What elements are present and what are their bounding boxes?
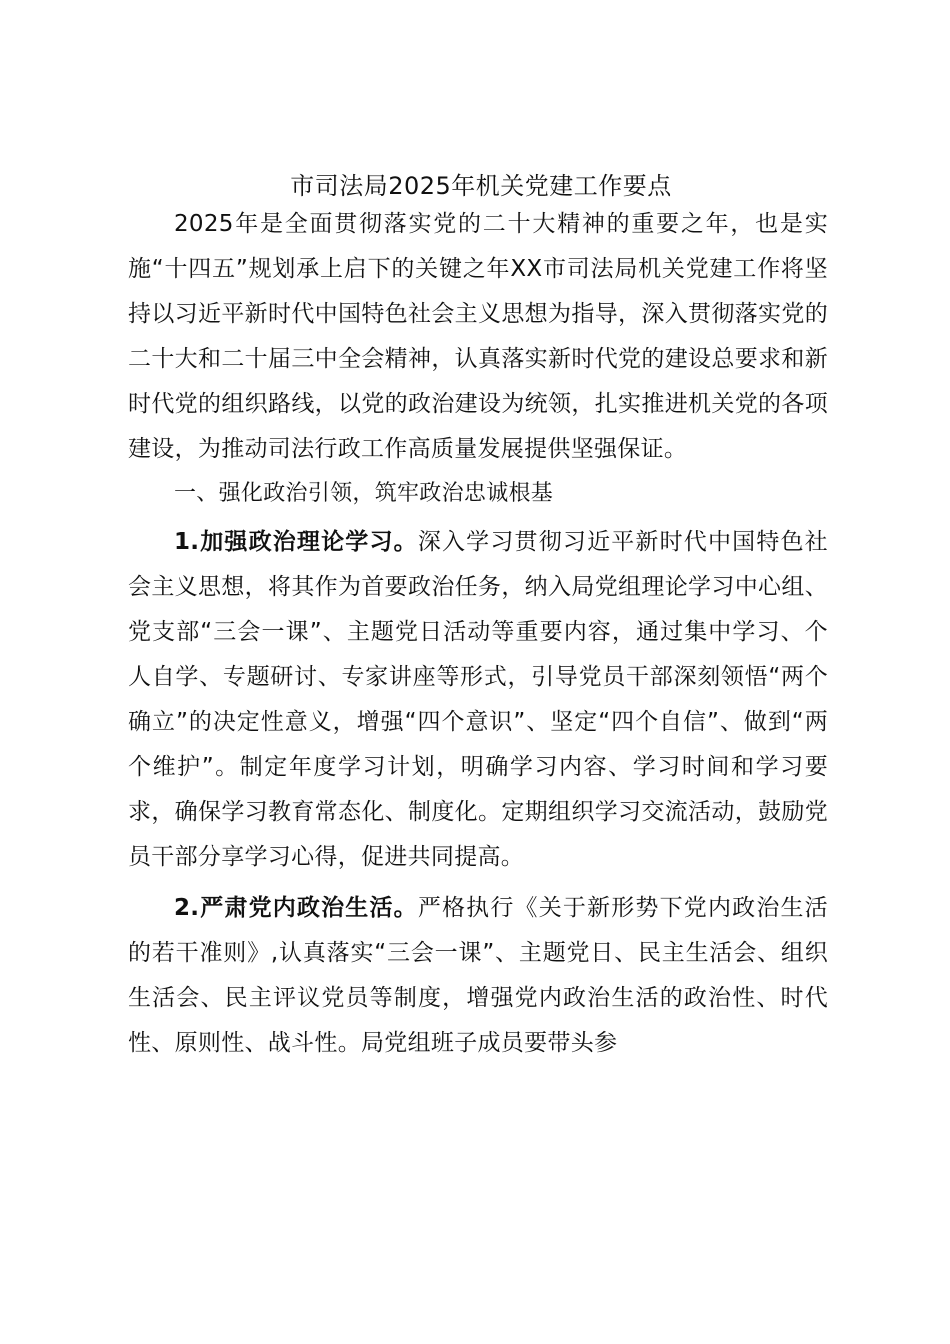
- document-page: [128, 170, 828, 1066]
- item-1-paragraph: [128, 520, 828, 880]
- item-2-paragraph: [128, 886, 828, 1066]
- section-1-heading: 一、强化政治引领，筑牢政治忠诚根基: [174, 481, 554, 506]
- intro-paragraph: 2025年是全面贯彻落实党的二十大精神的重要之年，也是实施“十四五”规划承上启下的关键之年XX市司法局机关党建工作将坚持以习近平新时代中国特色社会主义思想为指导，深入贯彻落实党的二十大和二十届三中全会精神，认真落实新时代党的建设总要求和新时代党的组织路线，以党的政治建设为统领，扎实推进机关党的各项建设，为推动司法行政工作高质量发展提供坚强保证。: [128, 211, 828, 462]
- document-title: 市司法局2025年机关党建工作要点: [290, 172, 672, 200]
- item-2-label: 2.严肃党内政治生活。: [174, 895, 418, 921]
- item-2-text: 严格执行《关于新形势下党内政治生活的若干准则》,认真落实“三会一课”、主题党日、民主生活会、组织生活会、民主评议党员等制度，增强党内政治生活的政治性、时代性、原则性、战斗性。局党组班子成员要带头参: [128, 895, 828, 1056]
- item-1-text: 深入学习贯彻习近平新时代中国特色社会主义思想，将其作为首要政治任务，纳入局党组理论学习中心组、党支部“三会一课”、主题党日活动等重要内容，通过集中学习、个人自学、专题研讨、专家讲座等形式，引导党员干部深刻领悟“两个确立”的决定性意义，增强“四个意识”、坚定“四个自信”、做到“两个维护”。制定年度学习计划，明确学习内容、学习时间和学习要求，确保学习教育常态化、制度化。定期组织学习交流活动，鼓励党员干部分享学习心得，促进共同提高。: [128, 529, 828, 870]
- item-1-label: 1.加强政治理论学习。: [174, 529, 418, 555]
